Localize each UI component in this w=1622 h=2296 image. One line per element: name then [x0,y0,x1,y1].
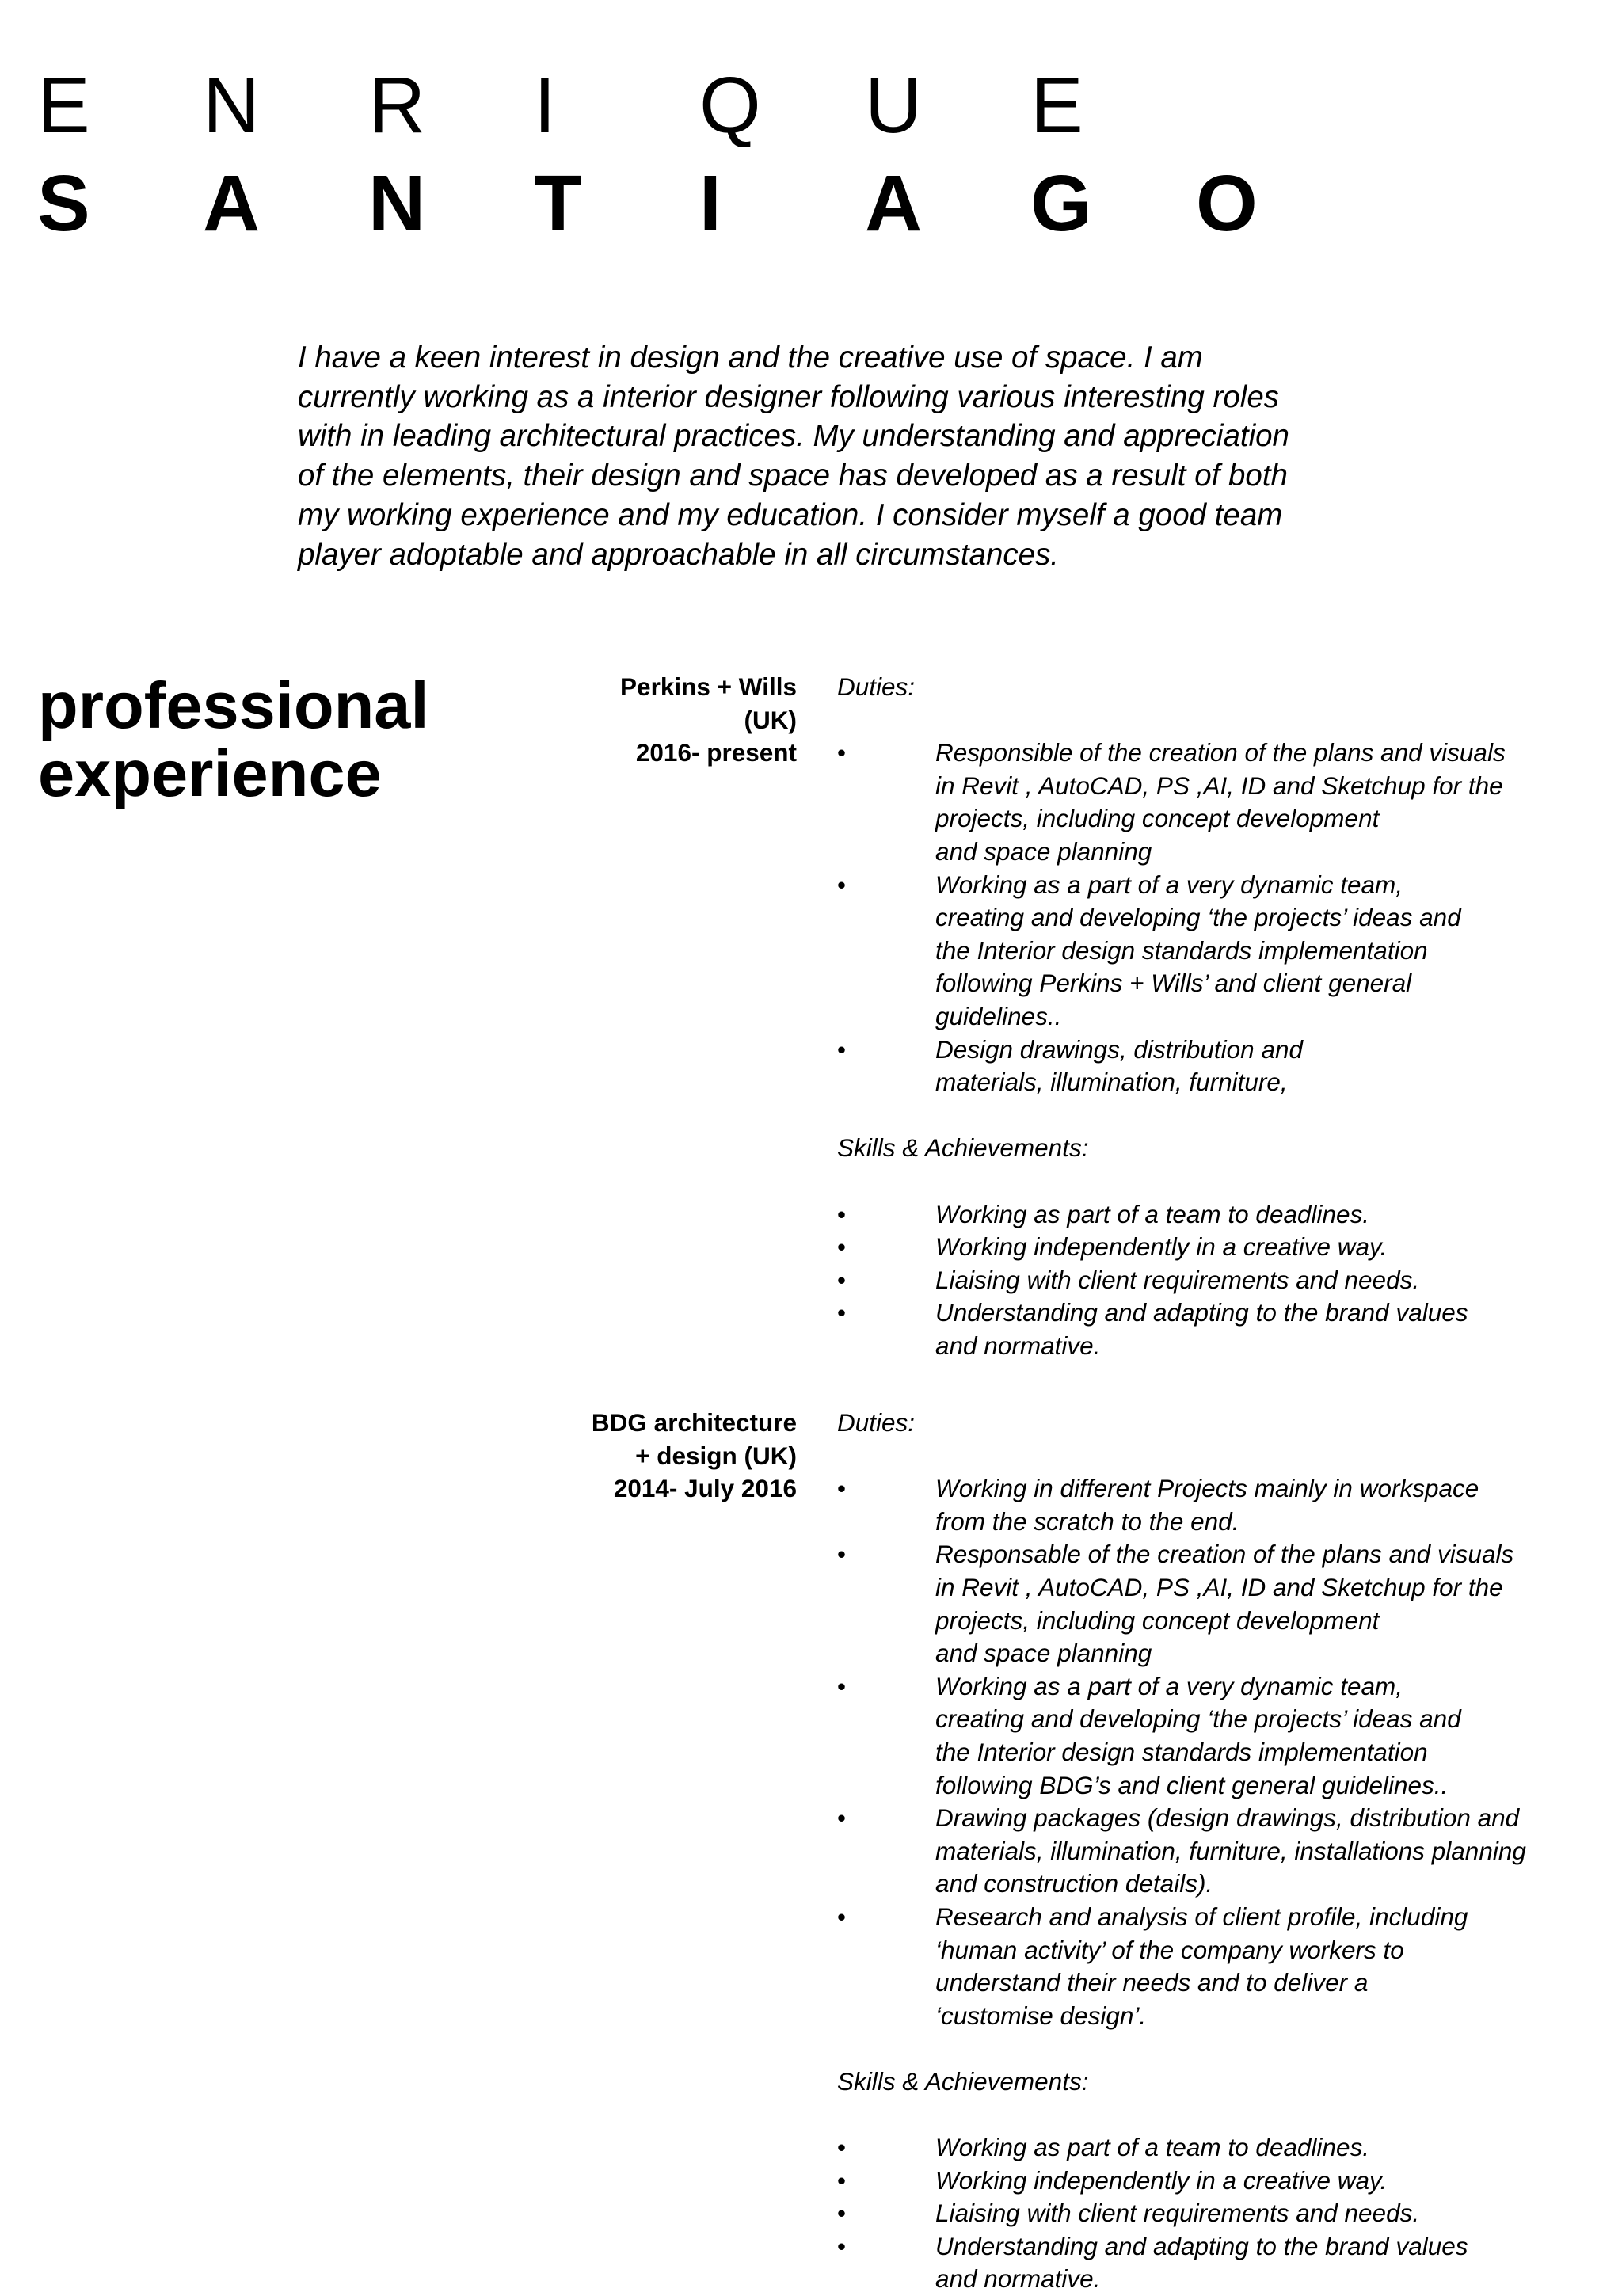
duty-item: • Working as a part of a very dynamic team, creating and developing ‘the projects’ ideas and the Interior design standards implementation following Perkins + Wills’ and client general guidelines.. [837,869,1613,1034]
first-name-letter: I [534,61,556,150]
intro-paragraph: I have a keen interest in design and the creative use of space. I am currently working as a interior designer following various interesting roles with in leading architectural practices. My understanding and appreciation of the elements, their design and space has developed as a result of both my working experience and my education. I consider myself a good team player adoptable and approachable in all circumstances. [298,341,1289,572]
first-name-letter: E [37,61,90,150]
skill-item: • Working independently in a creative way. [837,1231,1613,1264]
employer-block [620,671,797,770]
last-name-letter: O [1196,159,1258,248]
duties-list [837,737,1613,1099]
duties-list [837,1472,1613,2032]
duty-item: • Research and analysis of client profile, including ‘human activity’ of the company workers to understand their needs and to deliver a ‘customise design’. [837,1901,1613,2032]
employer-name: BDG architecture + design (UK) [591,1408,797,1470]
last-name-letter: T [534,159,583,248]
job-details [837,671,1613,1362]
skill-item: • Working as part of a team to deadlines. [837,1198,1613,1232]
skills-list [837,2131,1613,2296]
skill-item: • Understanding and adapting to the brand values and normative. [837,2230,1613,2296]
duty-item: • Working in different Projects mainly in workspace from the scratch to the end. [837,1472,1613,1538]
first-name-letter: Q [699,61,761,150]
duties-label: Duties: [837,1408,916,1437]
duty-item: • Design drawings, distribution and materials, illumination, furniture, [837,1034,1613,1099]
skills-label: Skills & Achievements: [837,2066,1089,2096]
first-name-letter: R [368,61,426,150]
employer-name: Perkins + Wills (UK) [620,672,797,734]
last-name-heading [37,156,1361,251]
employer-block [592,1407,797,1506]
last-name-letter: N [368,159,426,248]
first-name-letter: U [865,61,923,150]
skill-item: • Understanding and adapting to the brand values and normative. [837,1296,1613,1362]
last-name-letter: I [699,159,722,248]
first-name-letter: N [203,61,261,150]
section-title-professional-experience: professional experience [38,668,429,810]
last-name-letter: G [1030,159,1092,248]
first-name-heading [37,58,1196,153]
employment-dates: 2016- present [635,738,797,767]
skills-list [837,1198,1613,1363]
skill-item: • Liaising with client requirements and needs. [837,1264,1613,1297]
skill-item: • Working as part of a team to deadlines. [837,2131,1613,2165]
skill-item: • Working independently in a creative way. [837,2165,1613,2198]
skills-label: Skills & Achievements: [837,1133,1089,1163]
last-name-letter: S [37,159,90,248]
duty-item: • Drawing packages (design drawings, distribution and materials, illumination, furniture, installations planning and construction details). [837,1802,1613,1901]
duty-item: • Responsible of the creation of the plans and visuals in Revit , AutoCAD, PS ,AI, ID and Sketchup for the projects, including concept development and space planning [837,737,1613,868]
last-name-letter: A [865,159,923,248]
employment-dates: 2014- July 2016 [613,1474,797,1503]
skill-item: • Liaising with client requirements and needs. [837,2197,1613,2230]
first-name-letter: E [1030,61,1083,150]
duty-item: • Responsable of the creation of the plans and visuals in Revit , AutoCAD, PS ,AI, ID and Sketchup for the projects, including concept development and space planning [837,1538,1613,1670]
duties-label: Duties: [837,672,916,701]
last-name-letter: A [203,159,261,248]
job-details [837,1407,1613,2296]
duty-item: • Working as a part of a very dynamic team, creating and developing ‘the projects’ ideas and the Interior design standards implementation following BDG’s and client general guidelines.. [837,1670,1613,1802]
